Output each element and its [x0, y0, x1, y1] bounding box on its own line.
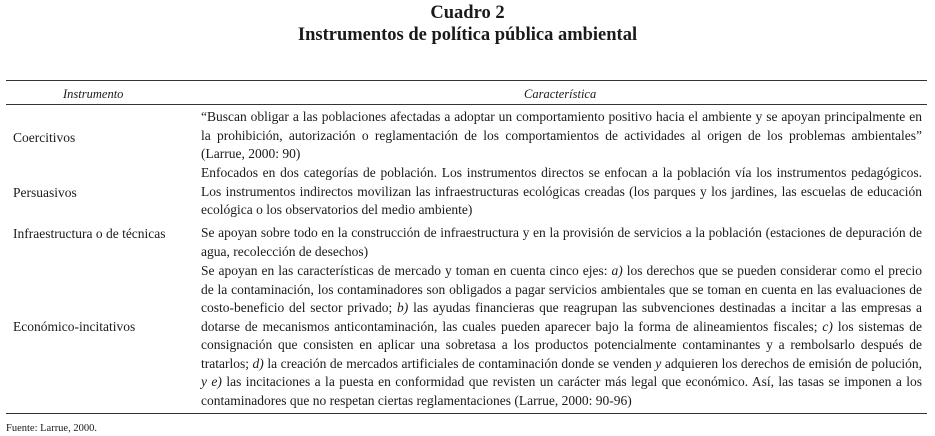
desc-part: la creación de mercados artificiales de contaminación donde se venden: [263, 355, 656, 371]
header-characteristic: Característica: [524, 87, 597, 101]
desc-part: los sistemas de consignación que consisten en aplicar una sobretasa a los productos potencialmente contaminantes y a rembolsarlo después de tratarlos;: [201, 318, 922, 371]
desc-part: adquieren los derechos de emisión de polución,: [661, 355, 922, 371]
table-caption: Instrumentos de política pública ambiental: [297, 25, 638, 45]
row-desc-persuasivos: Enfocados en dos categorías de población. Los instrumentos directos se enfocan a la población vía los instrumentos pedagógicos. Los instrumentos indirectos movilizan las infraestructuras ecológicas creadas (los parques y los jardines, las escuelas de educación ecológica o los observatorios del medio ambiente): [201, 165, 922, 217]
header-instrument: Instrumento: [63, 87, 124, 101]
desc-enum-e: y e): [201, 374, 222, 389]
desc-italic-y: y: [655, 355, 662, 371]
desc-part: las incitaciones a la puesta en conformidad que revisten un carácter más legal que económico. Así, las tasas se imponen a los contaminadores que no respetan ciertas reglamentaciones (Larrue, 2000: 90-96): [201, 374, 922, 408]
row-label-coercitivos: Coercitivos: [13, 130, 76, 145]
desc-enum-b: b): [397, 300, 409, 315]
desc-enum-c: c): [822, 318, 833, 334]
top-rule: [6, 80, 927, 81]
table-source: Fuente: Larrue, 2000.: [6, 423, 97, 434]
bottom-rule: [6, 413, 927, 414]
desc-enum-a: a): [611, 263, 623, 278]
desc-part: los derechos que se pueden considerar como el precio de la contaminación, los contaminadores son obligados a pagar servicios ambientales que se toman en cuenta en las evaluaciones de costo-beneficio del sector privado;: [201, 263, 922, 315]
row-label-infraestructura: Infraestructura o de técnicas: [13, 226, 166, 241]
row-desc-coercitivos: “Buscan obligar a las poblaciones afectadas a adoptar un comportamiento positivo hacia el ambiente y se apoyan principalmente en la prohibición, autorización o reglamentación de los comportamientos de actividades al origen de los problemas ambientales” (Larrue, 2000: 90): [201, 109, 922, 161]
row-label-persuasivos: Persuasivos: [13, 185, 77, 200]
row-label-economico: Económico-incitativos: [13, 319, 136, 334]
row-desc-infraestructura: Se apoyan sobre todo en la construcción de infraestructura y en la provisión de servicios a la población (estaciones de depuración de agua, recolección de desechos): [201, 225, 922, 259]
table-title: [0, 2, 935, 46]
desc-enum-d: d): [252, 355, 264, 371]
desc-part: las ayudas financieras que reagrupan las subvenciones destinadas a incitar a las empresas a dotarse de mecanismos anticontaminación, las cuales pueden aparecer bajo la forma de alineamientos fiscales;: [201, 300, 922, 334]
desc-part: Se apoyan en las características de mercado y toman en cuenta cinco ejes:: [201, 263, 612, 278]
table-number: Cuadro 2: [430, 3, 505, 23]
row-desc-economico: [201, 262, 922, 410]
header-rule: [6, 104, 927, 105]
